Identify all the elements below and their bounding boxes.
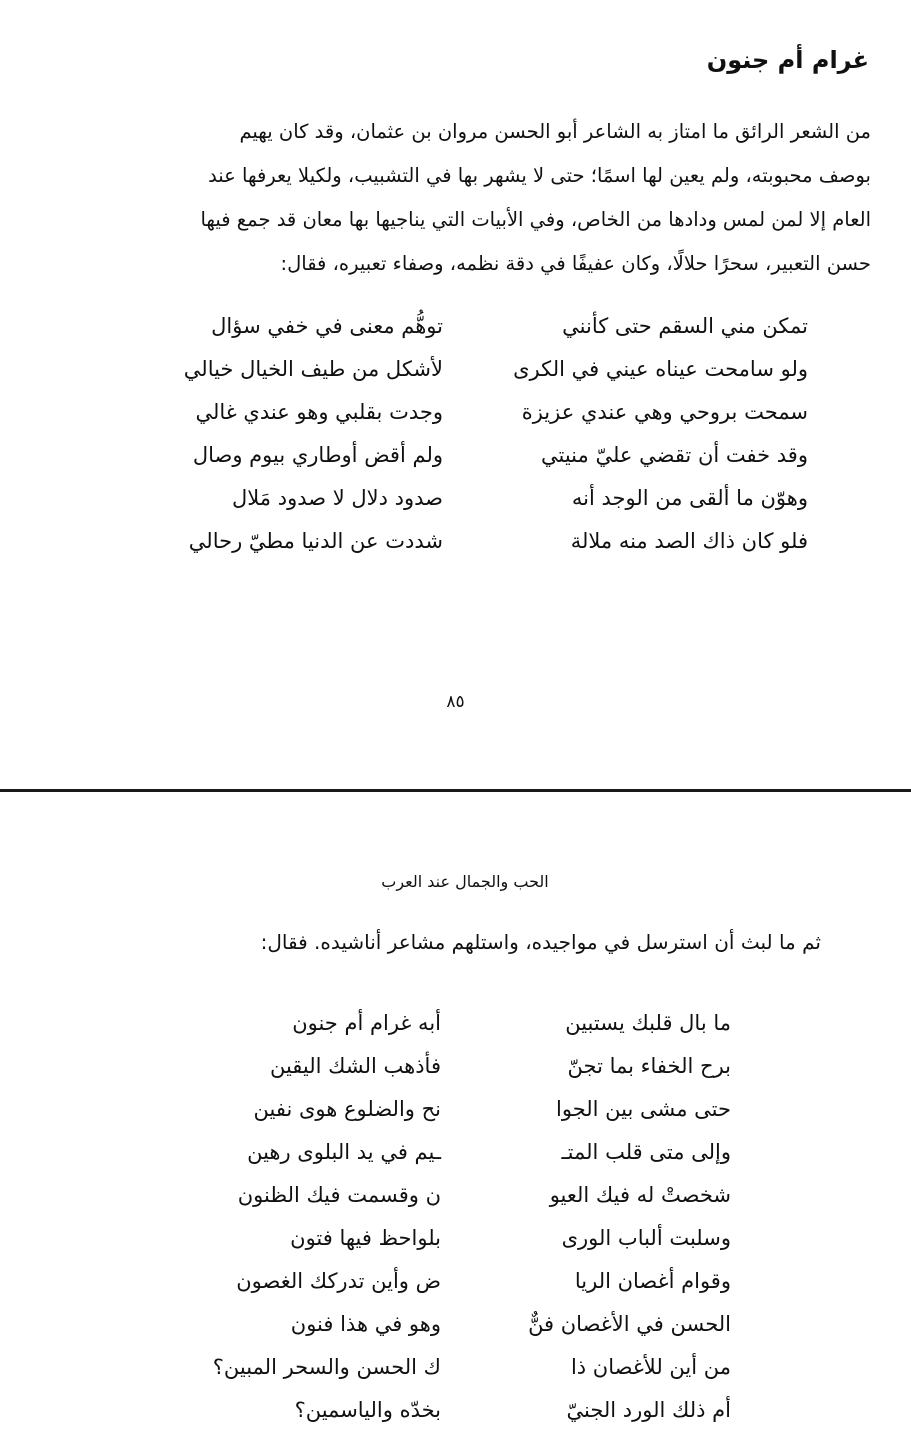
intro-paragraph <box>40 110 871 286</box>
verse-second-hemistich: ض وأين تدركك الغصون <box>236 1269 441 1293</box>
page-divider <box>0 789 911 792</box>
page-number: ٨٥ <box>446 692 465 712</box>
paragraph-line: حسن التعبير، سحرًا حلالًا، وكان عفيفًا في دقة نظمه، وصفاء تعبيره، فقال: <box>280 252 871 275</box>
verse <box>0 392 911 432</box>
verse-second-hemistich: ولم أقض أوطاري بيوم وصال <box>192 443 443 467</box>
verse-second-hemistich: صدود دلال لا صدود مَلال <box>232 486 443 510</box>
poem-first <box>0 306 911 576</box>
intro-line: ثم ما لبث أن استرسل في مواجيده، واستلهم مشاعر أناشيده. فقال: <box>260 930 821 954</box>
verse <box>0 435 911 475</box>
verse-second-hemistich: نح والضلوع هوى نفين <box>253 1097 441 1121</box>
verse-second-hemistich: بخدّه والياسمين؟ <box>294 1398 441 1422</box>
verse-first-hemistich: الحسن في الأغصان فنٌّ <box>528 1312 731 1336</box>
verse-first-hemistich: فلو كان ذاك الصد منه ملالة <box>570 529 808 553</box>
verse-second-hemistich: وجدت بقلبي وهو عندي غالي <box>195 400 443 424</box>
verse-second-hemistich: ك الحسن والسحر المبين؟ <box>212 1355 441 1379</box>
poem-second <box>0 1003 911 1433</box>
verse-first-hemistich: أم ذلك الورد الجنيّ <box>566 1398 731 1422</box>
verse-second-hemistich: توهُّم معنى في خفي سؤال <box>211 314 443 338</box>
verse <box>0 1132 911 1172</box>
verse <box>0 1304 911 1344</box>
verse <box>0 1347 911 1387</box>
verse-first-hemistich: سمحت بروحي وهي عندي عزيزة <box>521 400 808 424</box>
verse <box>0 349 911 389</box>
verse-second-hemistich: بلواحظ فيها فتون <box>290 1226 441 1250</box>
paragraph-line: العام إلا لمن لمس ودادها من الخاص، وفي الأبيات التي يناجيها بها معان قد جمع فيها <box>200 208 871 231</box>
verse-first-hemistich: ولو سامحت عيناه عيني في الكرى <box>513 357 808 381</box>
verse <box>0 478 911 518</box>
verse-first-hemistich: وإلى متى قلب المتـ <box>561 1140 731 1164</box>
verse <box>0 1261 911 1301</box>
verse-first-hemistich: من أين للأغصان ذا <box>570 1355 731 1379</box>
verse-second-hemistich: لأشكل من طيف الخيال خيالي <box>183 357 443 381</box>
verse-second-hemistich: فأذهب الشك اليقين <box>269 1054 441 1078</box>
running-header: الحب والجمال عند العرب <box>381 872 549 891</box>
verse-first-hemistich: وقوام أغصان الريا <box>574 1269 731 1293</box>
verse-second-hemistich: شددت عن الدنيا مطيّ رحالي <box>188 529 443 553</box>
verse-second-hemistich: وهو في هذا فنون <box>290 1312 441 1336</box>
verse <box>0 521 911 561</box>
verse-first-hemistich: وهوّن ما ألقى من الوجد أنه <box>571 486 808 510</box>
verse-second-hemistich: ن وقسمت فيك الظنون <box>237 1183 441 1207</box>
verse-first-hemistich: تمكن مني السقم حتى كأنني <box>562 314 808 338</box>
verse-first-hemistich: برح الخفاء بما تجنّ <box>567 1054 731 1078</box>
paragraph-line: من الشعر الرائق ما امتاز به الشاعر أبو الحسن مروان بن عثمان، وقد كان يهيم <box>239 120 871 143</box>
verse-second-hemistich: ـيم في يد البلوى رهين <box>247 1140 441 1164</box>
verse <box>0 1003 911 1043</box>
verse-first-hemistich: وسلبت ألباب الورى <box>561 1226 731 1250</box>
verse <box>0 1046 911 1086</box>
verse <box>0 1175 911 1215</box>
verse <box>0 1390 911 1430</box>
verse <box>0 306 911 346</box>
verse-first-hemistich: ما بال قلبك يستبين <box>565 1011 731 1035</box>
verse <box>0 1089 911 1129</box>
verse-second-hemistich: أبه غرام أم جنون <box>292 1011 441 1035</box>
chapter-title: غرام أم جنون <box>706 46 869 74</box>
verse-first-hemistich: وقد خفت أن تقضي عليّ منيتي <box>541 443 808 467</box>
verse-first-hemistich: شخصتْ له فيك العيو <box>549 1183 731 1207</box>
verse-first-hemistich: حتى مشى بين الجوا <box>556 1097 731 1121</box>
verse <box>0 1218 911 1258</box>
paragraph-line: بوصف محبوبته، ولم يعين لها اسمًا؛ حتى لا يشهر بها في التشبيب، ولكيلا يعرفها عند <box>208 164 871 187</box>
